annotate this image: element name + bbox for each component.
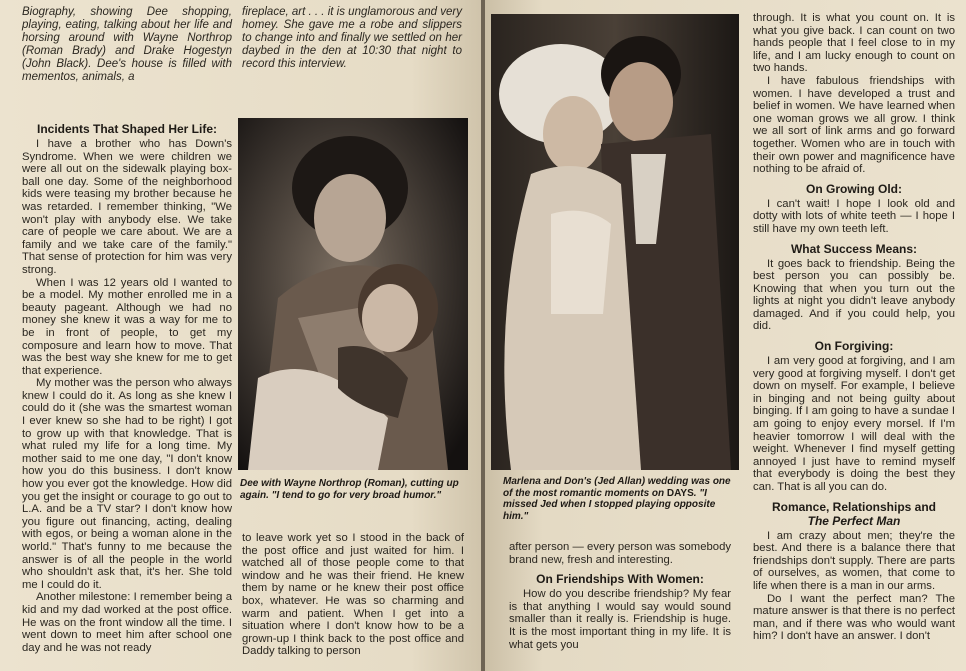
paragraph: I have fabulous friendships with women. I have developed a trust and belief in women. We have learned when one woman grows we all grow. I think we all sort of link arms and go forward together. Women who are in touch with their own power and magnificence have nothing to be afraid of. (753, 74, 955, 176)
photo-illustration (238, 118, 468, 470)
heading-forgiving: On Forgiving: (814, 339, 894, 354)
caption-show-name: DAYS (666, 487, 694, 499)
intro-text-col1: Biography, showing Dee shopping, playing, eating, talking about her life and horsing around with Wayne Northrop (Roman Brady) and Drake Hogestyn (John Black). Dee's house is filled with mementos, animals, a (22, 6, 232, 83)
heading-romance-line2: The Perfect Man (807, 513, 901, 528)
paragraph: I am crazy about men; they're the best. And there is a balance there that friendships don't supply. There are parts of ourselves, as women, that come to life when there is a man in our arms. (753, 529, 955, 592)
article-column-1 (22, 116, 232, 654)
paragraph: Another milestone: I remember being a kid and my dad worked at the post office. He was on the front window all the time. I went down to meet him after school one day and he was not ready (22, 591, 232, 654)
caption-text: . "I missed Jed when I stopped playing opposite him." (503, 487, 716, 522)
paragraph: It goes back to friendship. Being the best person you can possibly be. Knowing that when you turn out the lights at night you didn't leave anybody damaged. And if you could help, you did. (753, 257, 955, 333)
intro-text-col2: fireplace, art . . . it is unglamorous and very homey. She gave me a robe and slippers to change into and finally we settled on her daybed in the den at 10:30 that night to record this interview. (242, 6, 462, 70)
article-column-3 (509, 541, 731, 651)
article-column-2 (242, 532, 464, 658)
heading-growing-old: On Growing Old: (806, 181, 902, 196)
paragraph: How do you describe friendship? My fear is that anything I would say would sound smaller than it really is. Friendship is huge. It is the most important thing in my life. It is what gets you (509, 588, 731, 651)
photo-dee-and-wayne (238, 118, 468, 470)
photo-illustration (491, 14, 739, 470)
paragraph: after person — every person was somebody brand new, fresh and interesting. (509, 541, 731, 566)
heading-success: What Success Means: (790, 241, 918, 256)
paragraph: I can't wait! I hope I look old and dotty with lots of white teeth — I hope I still have my own teeth left. (753, 197, 955, 235)
heading-incidents: Incidents That Shaped Her Life: (36, 122, 218, 136)
paragraph: to leave work yet so I stood in the back of the post office and just waited for him. I watched all of those people come to that window and he was their friend. He knew them by name or he knew their post office box, whatever. He was so charming and warm and patient. When I get into a situation where I don't know how to be a grown-up I think back to the post office and Daddy talking to person (242, 532, 464, 658)
heading-friendships: On Friendships With Women: (536, 572, 704, 587)
article-column-4 (753, 12, 955, 643)
paragraph: I have a brother who has Down's Syndrome. When we were children we were all out on the sidewalk playing box-ball one day. Some of the neighborhood kids were teasing my brother because he was retarded. I remember thinking, "We won't play with anybody else. We take care of people we care about. We are a family and we take care of the family." That sense of protection for him was very strong. (22, 138, 232, 276)
right-page (485, 0, 966, 671)
heading-romance-line1: Romance, Relationships and (771, 499, 937, 514)
paragraph: I am very good at forgiving, and I am very good at forgiving myself. I don't get down on myself. For example, I believe in binging and not being guilty about binging. If I am going to have a sundae I am going to enjoy every morsel. If I'm heavier tomorrow I will deal with the weight. Whenever I find myself getting annoyed I just have to remind myself that everybody is doing the best they can. That is all you can do. (753, 355, 955, 493)
paragraph: through. It is what you count on. It is what you give back. I can count on two hands people that I feel close to in my life, and I am lucky enough to count on two hands. (753, 12, 955, 75)
paragraph: Do I want the perfect man? The mature answer is that there is no perfect man, and if there was who would want him? I don't have an answer. I don't (753, 592, 955, 643)
photo-wedding (491, 14, 739, 470)
caption-text: Marlena and Don's (Jed Allan) wedding was one of the most romantic moments on (503, 476, 731, 499)
photo1-caption: Dee with Wayne Northrop (Roman), cutting up again. "I tend to go for very broad humor." (240, 478, 459, 501)
photo2-caption (503, 476, 733, 522)
paragraph: When I was 12 years old I wanted to be a model. My mother enrolled me in a beauty pageant. Although we had no money she knew it was a way for me to be in front of people, to get my composure and learn how to move. That was the best way she knew for me to get that experience. (22, 276, 232, 377)
heading-romance (753, 500, 955, 528)
paragraph: My mother was the person who always knew I could do it. As long as she knew I could do it (she was the smartest woman I ever knew so she had to be right) I got to grow up with that knowledge. That is what ruled my life for a long time. My mother said to me one day, "I don't know how you do this business. I don't know how you ever got the knowledge. How did you get the insight or courage to go out to L.A. and be a TV star? I don't know how you figure out financing, acting, dealing with egos, or being a woman alone in the world." That's funny to me because the answer is of all the people in the world who shouldn't ask that, it's her. She told me I could do it. (22, 377, 232, 591)
